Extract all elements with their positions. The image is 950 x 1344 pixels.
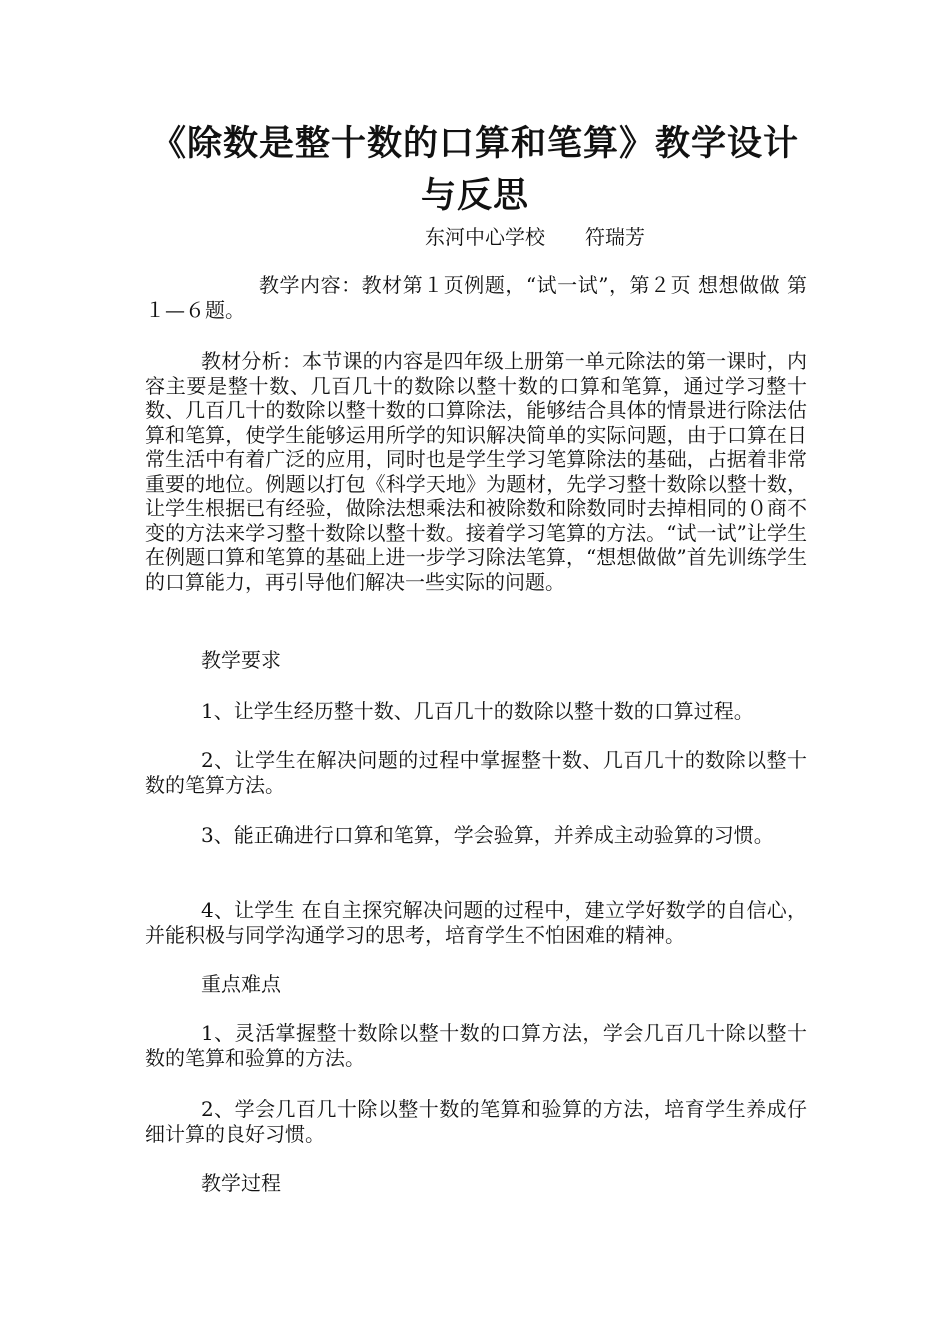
heading-teaching-process: 教学过程 xyxy=(201,1171,281,1195)
requirement-item-1: 1、让学生经历整十数、几百几十的数除以整十数的口算过程。 xyxy=(201,699,754,723)
key-point-item-2: 2、学会几百几十除以整十数的笔算和验算的方法，培育学生养成仔细计算的良好习惯。 xyxy=(145,1097,807,1146)
heading-key-points: 重点难点 xyxy=(201,972,281,996)
document-title: 《除数是整十数的口算和笔算》教学设计与反思 xyxy=(150,124,799,216)
requirement-item-4: 4、让学生 在自主探究解决问题的过程中，建立学好数学的自信心，并能积极与同学沟通学习的思考，培育学生不怕困难的精神。 xyxy=(145,898,807,947)
paragraph-teaching-content: 教学内容：教材第１页例题，“试一试”，第２页 想想做做 第１—６题。 xyxy=(145,273,807,322)
author-line: 东河中心学校 符瑞芳 xyxy=(425,225,645,249)
key-point-item-1: 1、灵活掌握整十数除以整十数的口算方法，学会几百几十除以整十数的笔算和验算的方法。 xyxy=(145,1021,807,1070)
paragraph-material-analysis: 教材分析：本节课的内容是四年级上册第一单元除法的第一课时，内容主要是整十数、几百几十的数除以整十数的口算和笔算，通过学习整十数、几百几十的数除以整十数的口算除法，能够结合具体的情景进行除法估算和笔算，使学生能够运用所学的知识解决简单的实际问题，由于口算在日常生活中有着广泛的应用，同时也是学生学习笔算除法的基础，占据着非常重要的地位。例题以打包《科学天地》为题材，先学习整十数除以整十数，让学生根据已有经验，做除法想乘法和被除数和除数同时去掉相同的０商不变的方法来学习整十数除以整十数。接着学习笔算的方法。“试一试”让学生在例题口算和笔算的基础上进一步学习除法笔算，“想想做做”首先训练学生的口算能力，再引导他们解决一些实际的问题。 xyxy=(145,349,807,594)
requirement-item-3: 3、能正确进行口算和笔算，学会验算，并养成主动验算的习惯。 xyxy=(201,823,774,847)
requirement-item-2: 2、让学生在解决问题的过程中掌握整十数、几百几十的数除以整十数的笔算方法。 xyxy=(145,748,807,797)
heading-teaching-requirements: 教学要求 xyxy=(201,648,281,672)
